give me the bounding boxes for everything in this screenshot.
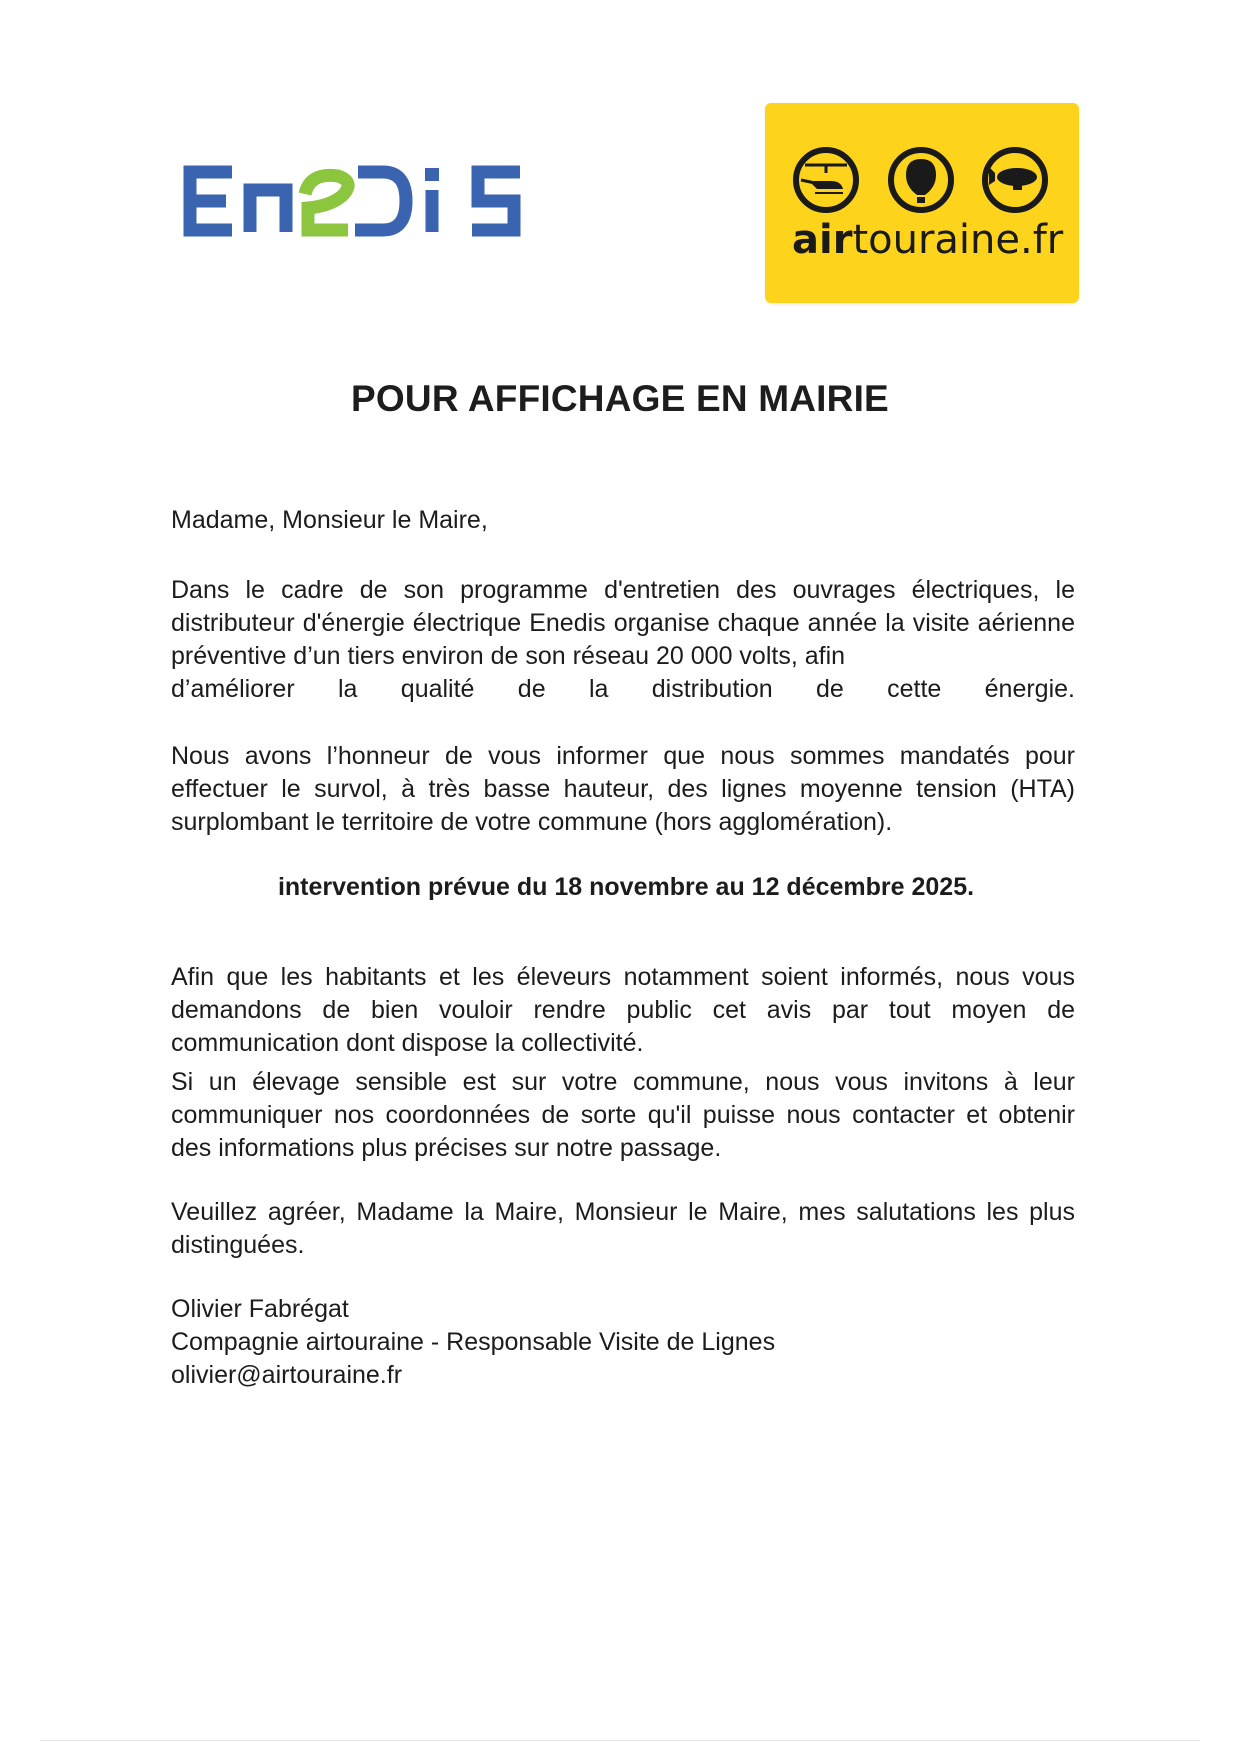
paragraph-1 xyxy=(171,574,1075,706)
svg-text:airtouraine.fr: airtouraine.fr xyxy=(792,217,1064,263)
page-bottom-edge xyxy=(40,1740,1200,1741)
paragraph-1-end: d’améliorer la qualité de la distribution de cette énergie. xyxy=(171,675,1075,703)
paragraph-4: Si un élevage sensible est sur votre commune, nous vous invitons à leur communiquer nos coordonnées de sorte qu'il puisse nous contacter et obtenir des informations plus précises sur notre passage. xyxy=(171,1068,1075,1162)
page-title: POUR AFFICHAGE EN MAIRIE xyxy=(351,378,889,419)
signature-name: Olivier Fabrégat xyxy=(171,1295,349,1323)
intervention-dates: intervention prévue du 18 novembre au 12 décembre 2025. xyxy=(277,873,975,901)
signature-email: olivier@airtouraine.fr xyxy=(171,1361,403,1389)
closing-paragraph: Veuillez agréer, Madame la Maire, Monsieur le Maire, mes salutations les plus distinguées. xyxy=(171,1198,1075,1259)
signature-block xyxy=(171,1293,1075,1392)
airtouraine-logo xyxy=(765,103,1079,303)
paragraph-1-main: Dans le cadre de son programme d'entretien des ouvrages électriques, le distributeur d'énergie électrique Enedis organise chaque année la visite aérienne préventive d’un tiers environ de son réseau 20 000 volts, afin xyxy=(171,576,1075,670)
salutation: Madame, Monsieur le Maire, xyxy=(171,506,488,534)
signature-role: Compagnie airtouraine - Responsable Visite de Lignes xyxy=(171,1328,776,1356)
paragraph-3: Afin que les habitants et les éleveurs notamment soient informés, nous vous demandons de bien vouloir rendre public cet avis par tout moyen de communication dont dispose la collectivité. xyxy=(171,963,1075,1057)
paragraph-2: Nous avons l’honneur de vous informer que nous sommes mandatés pour effectuer le survol, à très basse hauteur, des lignes moyenne tension (HTA) surplombant le territoire de votre commune (hors agglomération). xyxy=(171,742,1075,836)
hot-air-balloon-icon xyxy=(891,150,951,210)
airship-icon xyxy=(985,150,1045,210)
enedis-logo xyxy=(180,150,550,250)
helicopter-icon xyxy=(796,150,856,210)
